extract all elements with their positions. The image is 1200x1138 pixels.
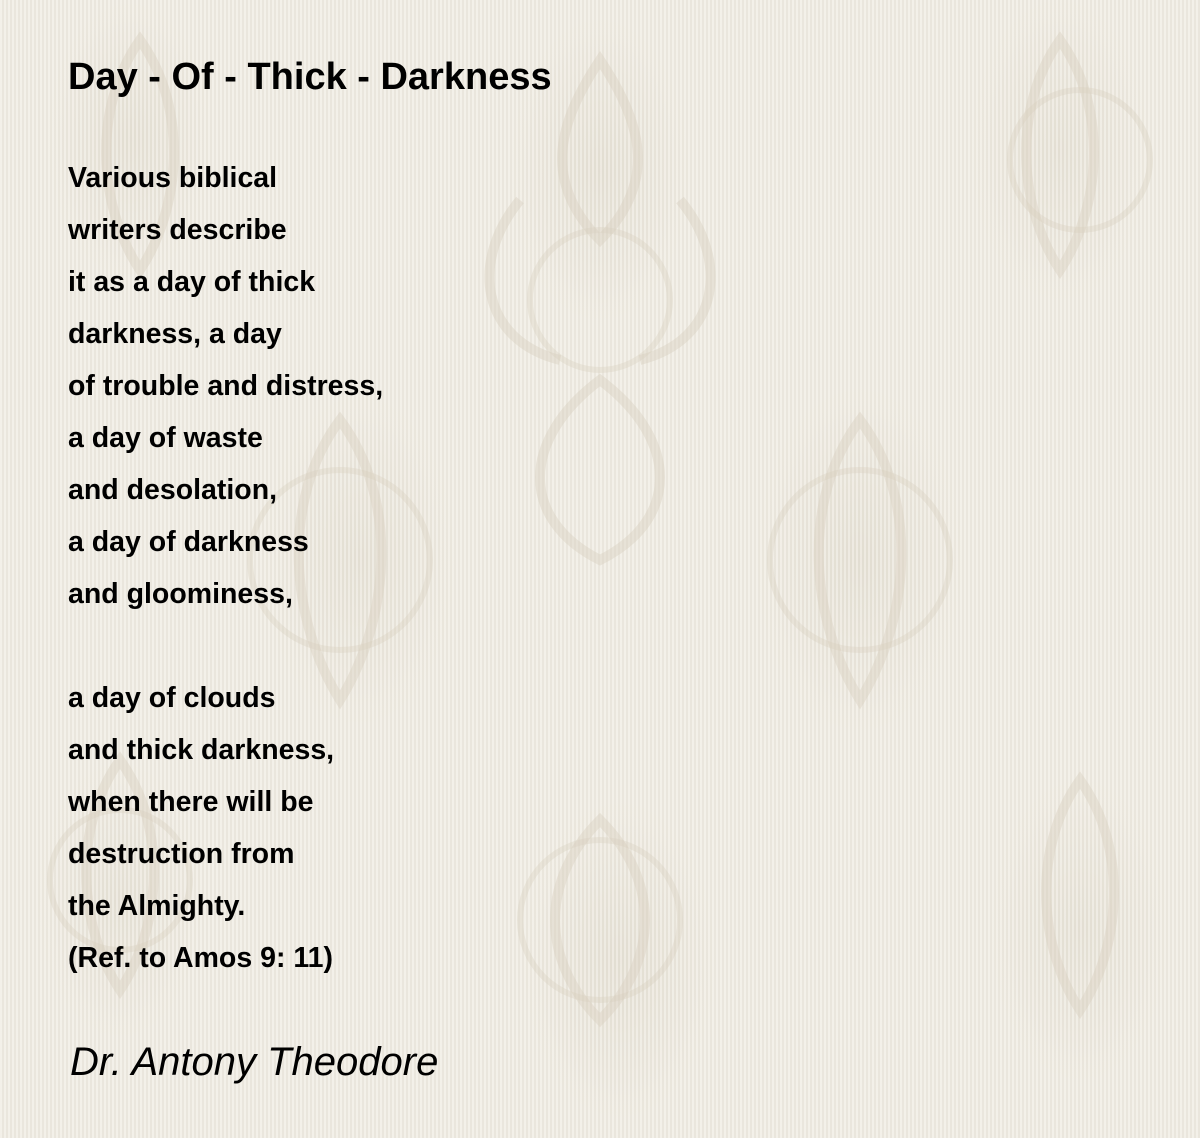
poem-body (68, 152, 383, 984)
poem-line: a day of clouds (68, 682, 276, 714)
poem-line: writers describe (68, 214, 287, 246)
poem-line: of trouble and distress, (68, 370, 384, 402)
poem-line: it as a day of thick (68, 266, 316, 298)
poem-line: (Ref. to Amos 9: 11) (68, 942, 333, 974)
poem-title: Day - Of - Thick - Darkness (68, 56, 552, 98)
poem-line: darkness, a day (68, 318, 282, 350)
stanza-break (68, 620, 383, 672)
poem-line: destruction from (68, 838, 295, 870)
poem-line: when there will be (68, 786, 314, 818)
poem-line: a day of darkness (68, 526, 309, 558)
poem-author: Dr. Antony Theodore (70, 1040, 439, 1084)
poem-line: and gloominess, (68, 578, 293, 610)
poem-line: the Almighty. (68, 890, 246, 922)
poem-line: Various biblical (68, 162, 278, 194)
poem-line: and thick darkness, (68, 734, 335, 766)
poem-line: and desolation, (68, 474, 278, 506)
poem-line: a day of waste (68, 422, 263, 454)
